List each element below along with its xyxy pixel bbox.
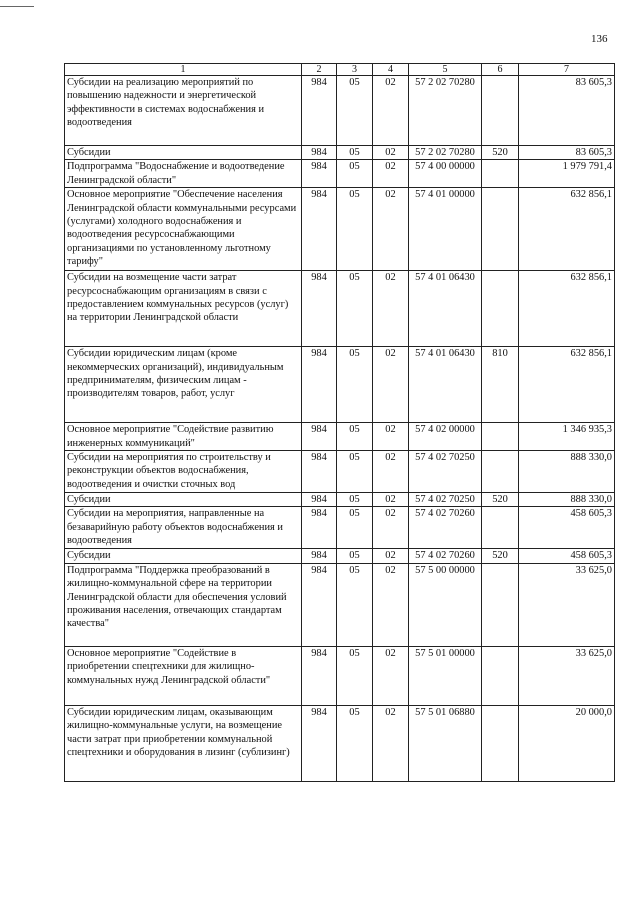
row-expense-type: 520 <box>482 493 519 507</box>
row-amount: 83 605,3 <box>519 76 615 146</box>
row-expense-type <box>482 563 519 646</box>
row-section: 05 <box>337 188 373 271</box>
row-subsection: 02 <box>373 549 409 563</box>
row-ministry-code: 984 <box>302 347 337 423</box>
table-row <box>65 160 615 188</box>
row-ministry-code: 984 <box>302 423 337 451</box>
row-ministry-code: 984 <box>302 563 337 646</box>
row-name: Субсидии на реализацию мероприятий по повышению надежности и энергетической эффективности в системах водоснабжения и водоотведения <box>65 76 302 146</box>
row-expense-type <box>482 646 519 705</box>
row-subsection: 02 <box>373 76 409 146</box>
row-expense-type <box>482 76 519 146</box>
row-expense-type: 810 <box>482 347 519 423</box>
table-row <box>65 549 615 563</box>
row-subsection: 02 <box>373 271 409 347</box>
scan-edge-mark <box>0 6 34 7</box>
row-section: 05 <box>337 160 373 188</box>
row-target-article: 57 4 01 06430 <box>409 271 482 347</box>
col-header-6: 6 <box>482 64 519 76</box>
row-amount: 458 605,3 <box>519 549 615 563</box>
row-subsection: 02 <box>373 705 409 781</box>
row-target-article: 57 4 00 00000 <box>409 160 482 188</box>
row-name: Субсидии юридическим лицам, оказывающим жилищно-коммунальные услуги, на возмещение части затрат при приобретении коммунальной спецтехники и оборудования в лизинг (сублизинг) <box>65 705 302 781</box>
table-row <box>65 646 615 705</box>
row-name: Основное мероприятие "Обеспечение населения Ленинградской области коммунальными ресурсами (услугами) холодного водоснабжения и водоотведения ресурсоснабжающими организациями по установленному льготному тарифу" <box>65 188 302 271</box>
table-row <box>65 493 615 507</box>
row-ministry-code: 984 <box>302 188 337 271</box>
row-amount: 632 856,1 <box>519 271 615 347</box>
row-amount: 33 625,0 <box>519 646 615 705</box>
row-target-article: 57 4 02 70250 <box>409 451 482 493</box>
row-expense-type <box>482 160 519 188</box>
row-section: 05 <box>337 705 373 781</box>
row-section: 05 <box>337 563 373 646</box>
row-ministry-code: 984 <box>302 271 337 347</box>
col-header-7: 7 <box>519 64 615 76</box>
row-amount: 632 856,1 <box>519 347 615 423</box>
row-target-article: 57 2 02 70280 <box>409 76 482 146</box>
table-row <box>65 423 615 451</box>
row-subsection: 02 <box>373 563 409 646</box>
row-name: Субсидии на мероприятия по строительству и реконструкции объектов водоснабжения, водоотведения и очистки сточных вод <box>65 451 302 493</box>
row-target-article: 57 5 01 00000 <box>409 646 482 705</box>
row-amount: 888 330,0 <box>519 451 615 493</box>
row-section: 05 <box>337 76 373 146</box>
col-header-2: 2 <box>302 64 337 76</box>
row-amount: 33 625,0 <box>519 563 615 646</box>
row-ministry-code: 984 <box>302 493 337 507</box>
row-expense-type <box>482 507 519 549</box>
row-expense-type <box>482 271 519 347</box>
row-ministry-code: 984 <box>302 146 337 160</box>
row-name: Подпрограмма "Поддержка преобразований в жилищно-коммунальной сфере на территории Ленинградской области для обеспечения условий проживания населения, отвечающих стандартам качества" <box>65 563 302 646</box>
row-amount: 888 330,0 <box>519 493 615 507</box>
row-target-article: 57 4 02 70250 <box>409 493 482 507</box>
row-amount: 1 979 791,4 <box>519 160 615 188</box>
col-header-3: 3 <box>337 64 373 76</box>
row-target-article: 57 4 01 06430 <box>409 347 482 423</box>
row-ministry-code: 984 <box>302 507 337 549</box>
row-section: 05 <box>337 493 373 507</box>
row-section: 05 <box>337 146 373 160</box>
row-name: Субсидии на мероприятия, направленные на безаварийную работу объектов водоснабжения и водоотведения <box>65 507 302 549</box>
row-section: 05 <box>337 347 373 423</box>
row-section: 05 <box>337 646 373 705</box>
table-row <box>65 146 615 160</box>
row-expense-type <box>482 423 519 451</box>
row-section: 05 <box>337 271 373 347</box>
row-expense-type: 520 <box>482 549 519 563</box>
row-ministry-code: 984 <box>302 646 337 705</box>
row-section: 05 <box>337 451 373 493</box>
row-subsection: 02 <box>373 451 409 493</box>
row-target-article: 57 5 01 06880 <box>409 705 482 781</box>
row-expense-type <box>482 188 519 271</box>
row-expense-type <box>482 451 519 493</box>
row-section: 05 <box>337 423 373 451</box>
table-row <box>65 76 615 146</box>
row-name: Основное мероприятие "Содействие в приобретении спецтехники для жилищно-коммунальных нужд Ленинградской области" <box>65 646 302 705</box>
row-amount: 458 605,3 <box>519 507 615 549</box>
col-header-1: 1 <box>65 64 302 76</box>
row-amount: 20 000,0 <box>519 705 615 781</box>
table-row <box>65 271 615 347</box>
row-target-article: 57 4 02 00000 <box>409 423 482 451</box>
row-target-article: 57 2 02 70280 <box>409 146 482 160</box>
page-number: 136 <box>591 33 608 45</box>
row-subsection: 02 <box>373 188 409 271</box>
table-body <box>65 76 615 782</box>
row-ministry-code: 984 <box>302 549 337 563</box>
row-subsection: 02 <box>373 493 409 507</box>
budget-table <box>64 63 615 782</box>
row-subsection: 02 <box>373 507 409 549</box>
table-row <box>65 188 615 271</box>
row-amount: 1 346 935,3 <box>519 423 615 451</box>
row-target-article: 57 4 02 70260 <box>409 549 482 563</box>
row-amount: 632 856,1 <box>519 188 615 271</box>
row-subsection: 02 <box>373 423 409 451</box>
row-target-article: 57 4 02 70260 <box>409 507 482 549</box>
row-target-article: 57 5 00 00000 <box>409 563 482 646</box>
row-ministry-code: 984 <box>302 451 337 493</box>
row-expense-type <box>482 705 519 781</box>
row-name: Субсидии <box>65 493 302 507</box>
row-subsection: 02 <box>373 347 409 423</box>
row-subsection: 02 <box>373 160 409 188</box>
row-expense-type: 520 <box>482 146 519 160</box>
row-name: Подпрограмма "Водоснабжение и водоотведение Ленинградской области" <box>65 160 302 188</box>
row-name: Субсидии юридическим лицам (кроме некоммерческих организаций), индивидуальным предпринимателям, физическим лицам - производителям товаров, работ, услуг <box>65 347 302 423</box>
table-row <box>65 563 615 646</box>
row-name: Субсидии на возмещение части затрат ресурсоснабжающим организациям в связи с предоставлением коммунальных ресурсов (услуг) на территории Ленинградской области <box>65 271 302 347</box>
row-name: Субсидии <box>65 146 302 160</box>
row-subsection: 02 <box>373 146 409 160</box>
row-name: Субсидии <box>65 549 302 563</box>
row-target-article: 57 4 01 00000 <box>409 188 482 271</box>
col-header-5: 5 <box>409 64 482 76</box>
table-row <box>65 347 615 423</box>
row-section: 05 <box>337 549 373 563</box>
table-row <box>65 507 615 549</box>
col-header-4: 4 <box>373 64 409 76</box>
table-row <box>65 451 615 493</box>
row-name: Основное мероприятие "Содействие развитию инженерных коммуникаций" <box>65 423 302 451</box>
row-ministry-code: 984 <box>302 705 337 781</box>
row-amount: 83 605,3 <box>519 146 615 160</box>
row-ministry-code: 984 <box>302 160 337 188</box>
header-row <box>65 64 615 76</box>
row-subsection: 02 <box>373 646 409 705</box>
table-row <box>65 705 615 781</box>
row-ministry-code: 984 <box>302 76 337 146</box>
row-section: 05 <box>337 507 373 549</box>
